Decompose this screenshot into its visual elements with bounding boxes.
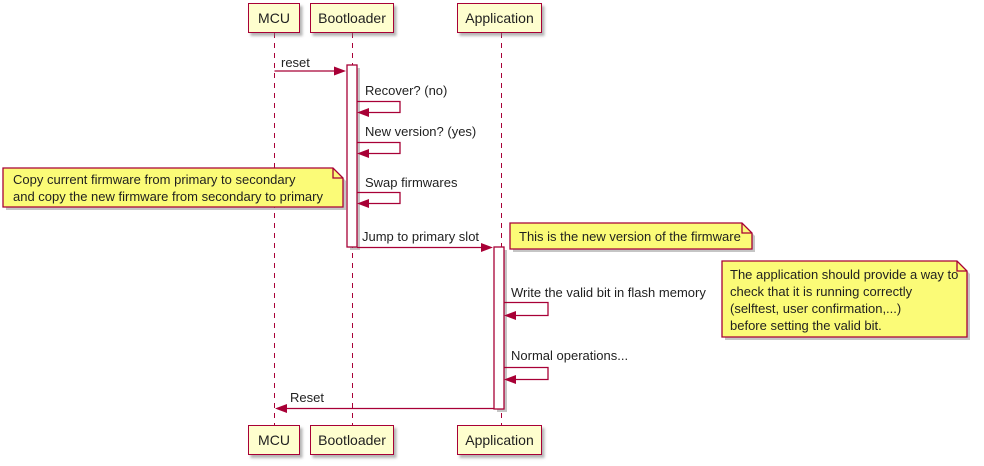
- message-normalops-label: Normal operations...: [511, 348, 629, 363]
- note-swap-line2: and copy the new firmware from secondary to primary: [13, 189, 323, 204]
- message-resetback-label: Reset: [290, 390, 324, 405]
- participant-bootloader-bottom: Bootloader: [310, 425, 394, 455]
- activation-bar-bootloader: [347, 65, 357, 247]
- message-recover-label: Recover? (no): [365, 83, 448, 98]
- note-validbit-line3: (selftest, user confirmation,...): [730, 301, 902, 316]
- note-validbit-text: [730, 266, 958, 334]
- note-newfw-text: [519, 228, 741, 245]
- message-resetback-arrowhead: [275, 404, 287, 413]
- note-newfw-line1: This is the new version of the firmware: [519, 229, 741, 244]
- note-swap-text: [13, 171, 323, 205]
- participant-application-bottom: Application: [457, 425, 542, 455]
- message-newversion-label: New version? (yes): [365, 124, 477, 139]
- message-jump-label: Jump to primary slot: [362, 229, 480, 244]
- note-swap-line1: Copy current firmware from primary to secondary: [13, 172, 296, 187]
- note-validbit-line2: check that it is running correctly: [730, 284, 913, 299]
- participant-bootloader-top: Bootloader: [310, 3, 394, 33]
- message-swap-label: Swap firmwares: [365, 175, 458, 190]
- activation-bar-application: [494, 247, 504, 409]
- message-jump-arrowhead: [481, 243, 493, 252]
- participant-mcu-bottom: MCU: [248, 425, 300, 455]
- message-reset-label: reset: [281, 55, 310, 70]
- note-validbit-line4: before setting the valid bit.: [730, 318, 882, 333]
- participant-mcu-top: MCU: [248, 3, 300, 33]
- note-validbit-line1: The application should provide a way to: [730, 267, 959, 282]
- message-writevalid-label: Write the valid bit in flash memory: [511, 285, 706, 300]
- participant-application-top: Application: [457, 3, 542, 33]
- message-reset-arrowhead: [334, 67, 346, 76]
